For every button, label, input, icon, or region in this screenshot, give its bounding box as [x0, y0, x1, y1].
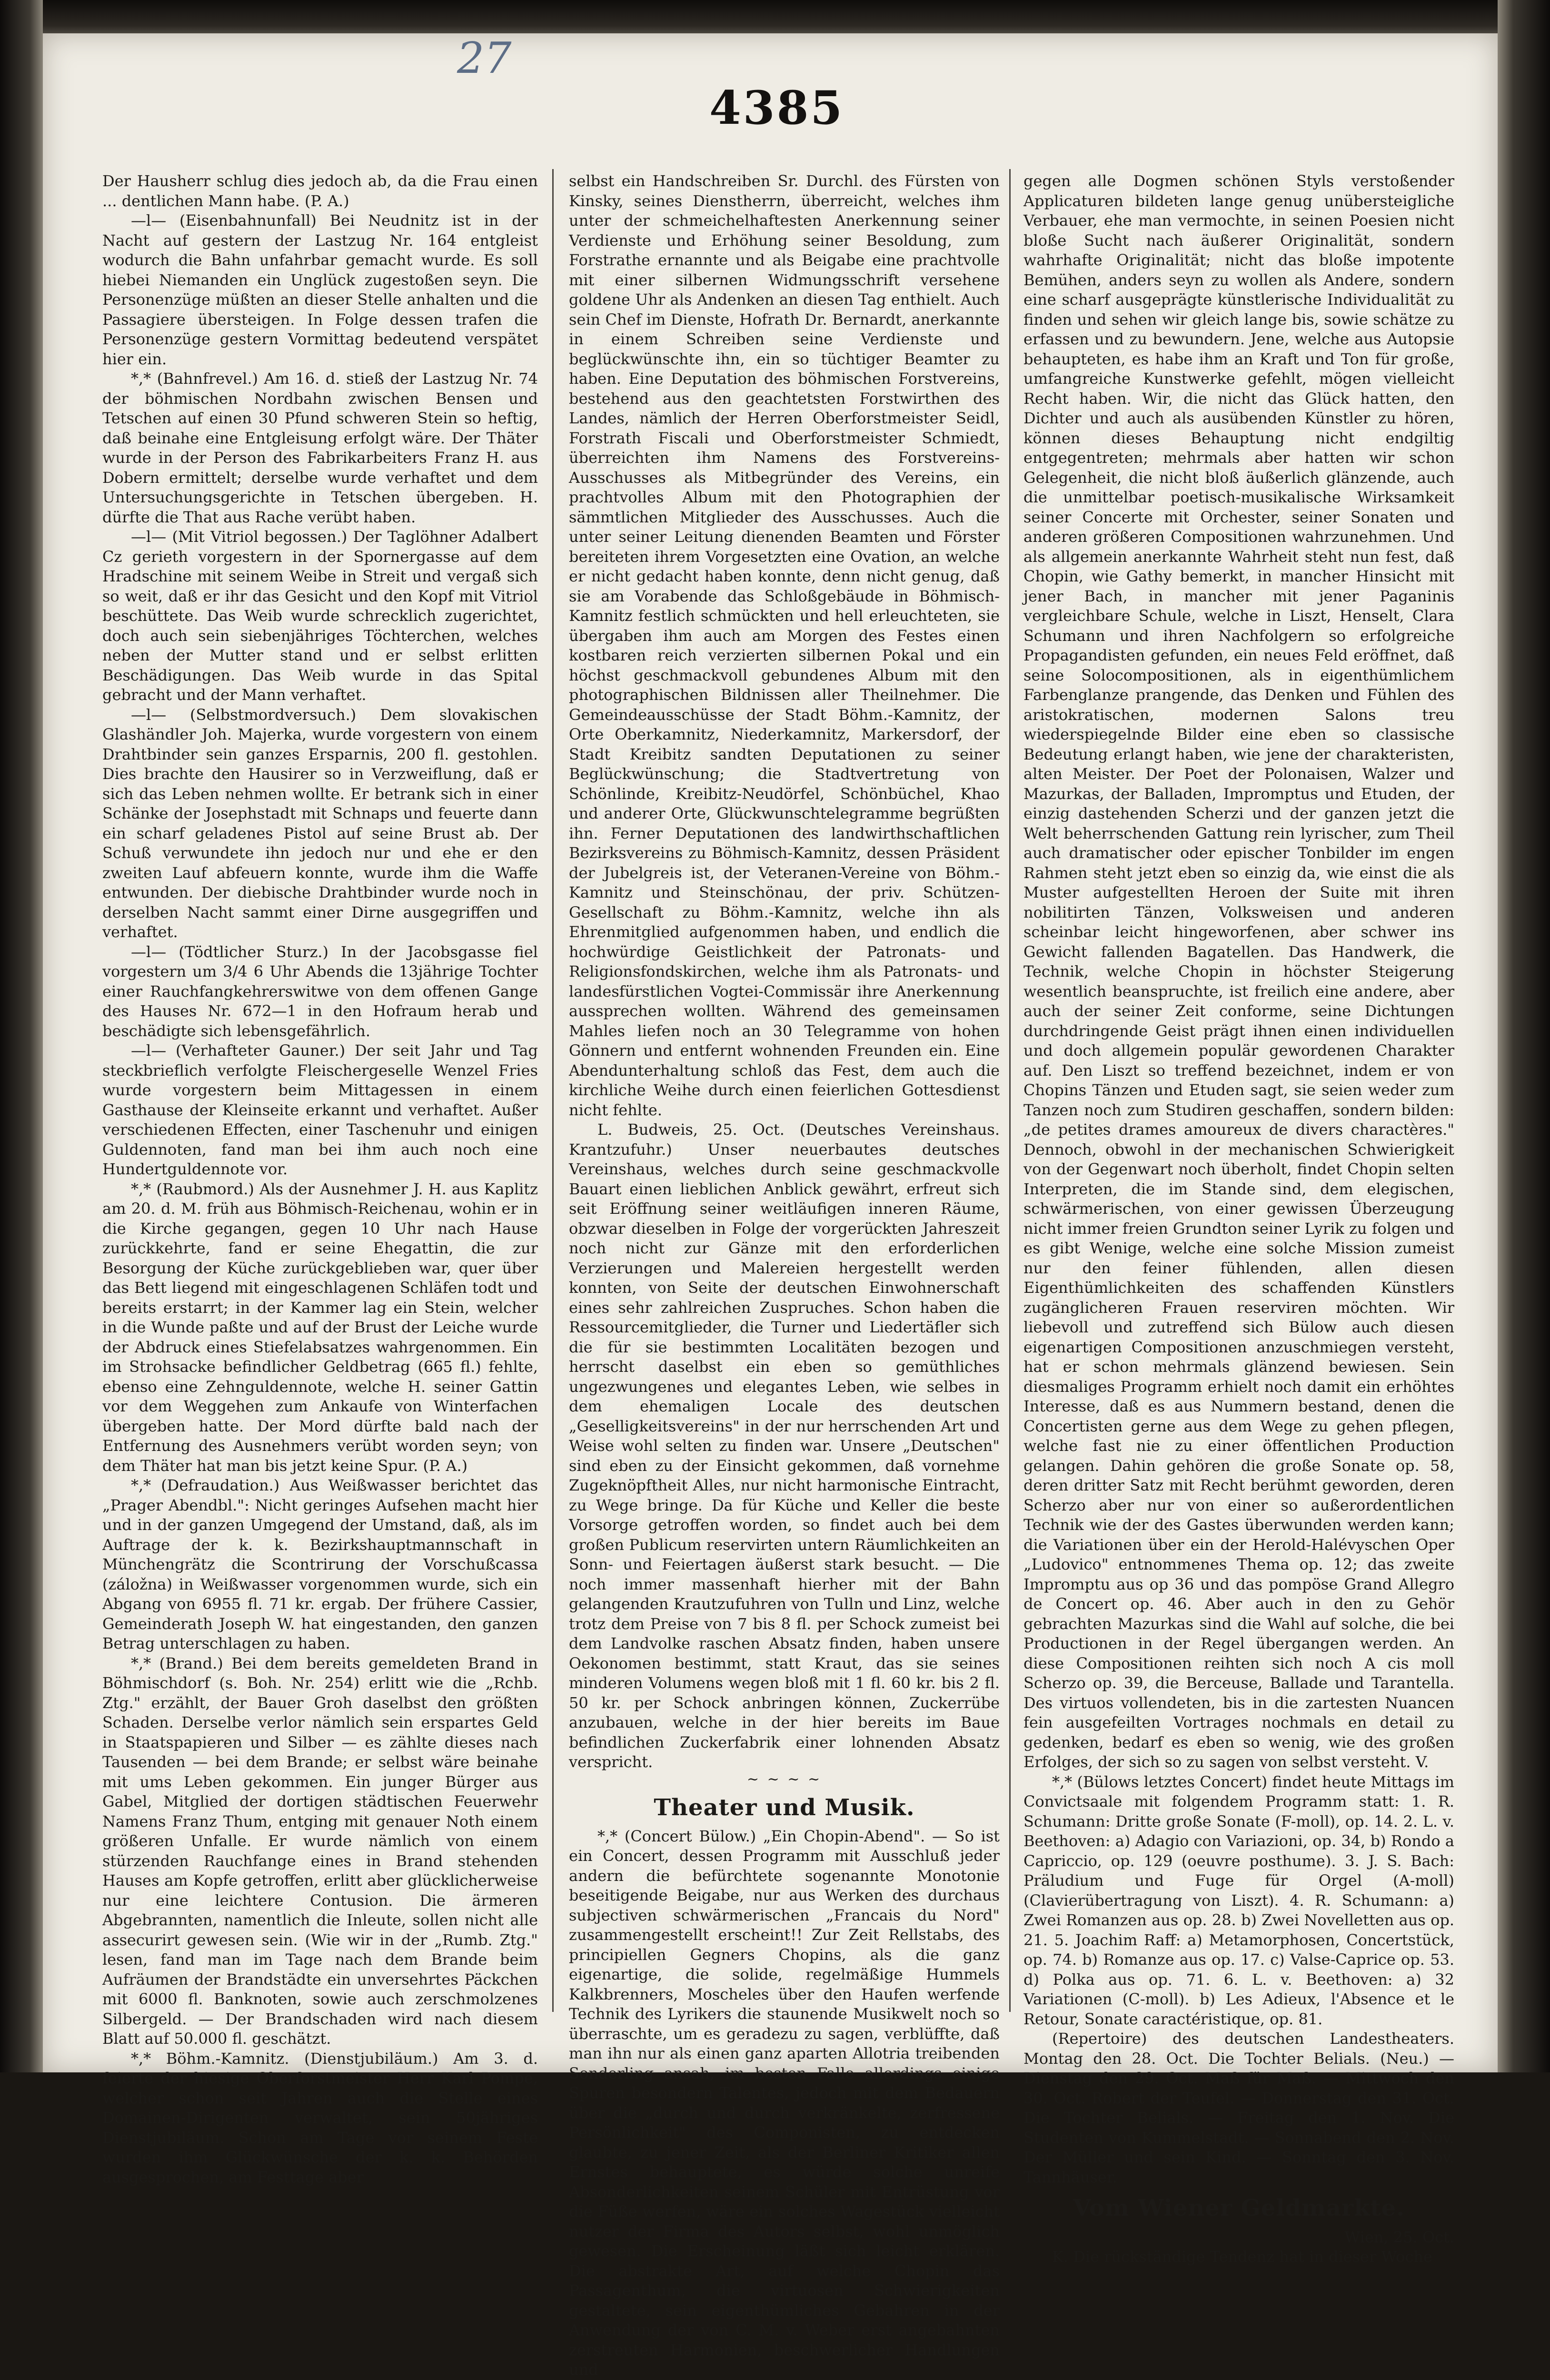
- news-paragraph: *,* (Defraudation.) Aus Weißwasser berichtet das „Prager Abendbl.": Nicht geringes Aufsehen macht hier und in der ganzen Umgegend der Umstand, daß, als im Auftrage der k. k. Bezirkshauptmannschaft in Münchengrätz die Scontrirung der Vorschußcassa (záložna) in Weißwasser vorgenommen wurde, sich ein Abgang von 6955 fl. 71 kr. ergab. Der frühere Cassier, Gemeinderath Joseph W. hat eingestanden, den ganzen Betrag unterschlagen zu haben.: [102, 1476, 538, 1652]
- news-paragraph: —l— (Mit Vitriol begossen.) Der Taglöhner Adalbert Cz gerieth vorgestern in der Spornergasse auf dem Hradschine mit seinem Weibe in Streit und vergaß sich so weit, daß er ihr das Gesicht und den Kopf mit Vitriol beschüttete. Das Weib wurde schrecklich zugerichtet, doch auch sein siebenjähriges Töchterchen, welches neben der Mutter stand und er selbst erlitten Beschädigungen. Das Weib wurde in das Spital gebracht und der Mann verhaftet.: [102, 528, 538, 704]
- news-paragraph: —l— (Eisenbahnunfall) Bei Neudnitz ist in der Nacht auf gestern der Lastzug Nr. 164 entgleist wodurch die Bahn unfahrbar gemacht wurde. Es soll hiebei Niemanden ein Unglück zugestoßen seyn. Die Personenzüge müßten an dieser Stelle anhalten und die Passagiere übersteigen. In Folge dessen trafen die Personenzüge gestern Vormittag bedeutend verspätet hier ein.: [102, 211, 538, 368]
- theater-paragraph: gegen alle Dogmen schönen Styls verstoßender Applicaturen bildeten lange genug unübersteigliche Verbauer, ehe man vermochte, in seinen Poesien nicht bloße Sucht nach äußerer Originalität, sondern wahrhafte Originalität; nicht das bloße impotente Bemühen, anders seyn zu wollen als Andere, sondern eine scharf ausgeprägte künstlerische Individualität zu finden und sehen wir gleich lange bis, sowie schätze zu erfassen und zu bewundern. Jene, welche aus Autopsie behaupteten, es habe ihm an Kraft und Ton für große, umfangreiche Kunstwerke gefehlt, mögen vielleicht Recht haben. Wir, die nicht das Glück hatten, den Dichter und auch als ausübenden Künstler zu hören, können dieses Behauptung nicht endgiltig entgegentreten; mehrmals aber hatten wir schon Gelegenheit, die nicht bloß äußerlich glänzende, auch die unmittelbar poetisch-musikalische Wirksamkeit seiner Concerte mit Orchester, seiner Sonaten und anderen größeren Compositionen wahrzunehmen. Und als allgemein anerkannte Wahrheit steht nun fest, daß Chopin, wie Gathy bemerkt, in mancher Hinsicht mit jener Bach, in mancher mit jener Paganinis vergleichbare Schule, welche in Liszt, Henselt, Clara Schumann und ihren Nachfolgern so erfolgreiche Propagandisten gefunden, ein neues Feld eröffnet, daß seine Solocompositionen, als in eigenthümlichem Farbenglanze prangende, das Denken und Fühlen des aristokratischen, modernen Salons treu wiederspiegelnde Bilder eine eben so classische Bedeutung erlangt haben, wie jene der charakteristen, alten Meister. Der Poet der Polonaisen, Walzer und Mazurkas, der Balladen, Impromptus und Etuden, der einzig dastehenden Scherzi und der ganzen jetzt die Welt beherrschenden Gattung rein lyrischer, zum Theil auch dramatischer oder epischer Tonbilder im engen Rahmen steht jetzt eben so einzig da, wie einst die als Muster aufgestellten Heroen der Suite mit ihren nobilitirten Tänzen, Volksweisen und anderen scheinbar leicht hingeworfenen, aber schwer ins Gewicht fallenden Bagatellen. Das Handwerk, die Technik, welche Chopin in höchster Steigerung wesentlich beanspruchte, ist freilich eine andere, aber auch der seiner Zeit conforme, seine Dichtungen durchdringende Geist prägt ihnen einen individuellen und doch allgemein populär gewordenen Charakter auf. Den Liszt so treffend bezeichnet, indem er von Chopins Tänzen und Etuden sagt, sie seien weder zum Tanzen noch zum Studiren geschaffen, sondern bilden: „de petites drames amoureux de divers charactères." Dennoch, obwohl in der mechanischen Schwierigkeit von der Gegenwart noch überholt, findet Chopin selten Interpreten, die im Stande sind, dem elegischen, schwärmerischen, von einer gewissen Überzeugung nicht immer freien Grundton seiner Lyrik zu folgen und es gibt Wenige, welche eine solche Mission zumeist nur den feiner fühlenden, allen diesen Eigenthümlichkeiten des schaffenden Künstlers zugänglicheren Frauen reserviren möchten. Wir liebevoll und zutreffend sich Bülow auch diesen eigenartigen Compositionen anzuschmiegen versteht, hat er schon mehrmals glänzend bewiesen. Sein diesmaliges Programm erhielt noch damit ein erhöhtes Interesse, daß es aus Nummern bestand, denen die Concertisten gerne aus dem Wege zu gehen pflegen, welche fast nie zu einer öffentlichen Production gelangen. Dahin gehören die große Sonate op. 58, deren dritter Satz mit Recht berühmt geworden, deren Scherzo aber nur von einer so außerordentlichen Technik wie der des Gastes überwunden werden kann; die Variationen über ein der Herold-Halévyschen Oper „Ludovico" entnommenes Thema op. 12; das zweite Impromptu aus op 36 und das pompöse Grand Allegro de Concert op. 46. Aber auch in den zu Gehör gebrachten Mazurkas sind die Wahl auf solche, die bei Productionen in der Regel übergangen werden. An diese Compositionen reihten sich noch A cis moll Scherzo op. 39, die Berceuse, Ballade und Tarantella. Des virtuos vollendeten, bis in die zartesten Nuancen fein ausgefeilten Vortrages nochmals en detail zu gedenken, bedarf es eben so wenig, wie des großen Erfolges, der sich so zu sagen von selbst versteht. V.: [1023, 172, 1454, 1771]
- news-paragraph: —l— (Verhafteter Gauner.) Der seit Jahr und Tag steckbrieflich verfolgte Fleischergeselle Wenzel Fries wurde vorgestern beim Mittagessen in einem Gasthause der Kleinseite erkannt und verhaftet. Außer verschiedenen Effecten, einer Taschenuhr und einigen Guldennoten, fand man bei ihm auch noch eine Hundertguldennote vor.: [102, 1041, 538, 1178]
- column-right: [1023, 171, 1454, 2266]
- column-divider: [1009, 169, 1011, 2012]
- news-paragraph: *,* Böhm.-Kamnitz. (Dienstjubiläum.) Am 3. d. feierte der hiesige Oberforstmeister Herr Karl Pompe, welcher schon seit Jahren auch die Stelle eines Domainen-Dirigenten verwaltet, sein 50jähriges Dienstjubiläum. Schon am Tage vor seinem Feste wurden ihm Glückwünsche der k. k. Behörden ausgesprochen, am Festtage aber: [102, 2049, 538, 2186]
- news-paragraph: *,* (Bahnfrevel.) Am 16. d. stieß der Lastzug Nr. 74 der böhmischen Nordbahn zwischen Bensen und Tetschen auf einen 30 Pfund schweren Stein so heftig, daß beinahe eine Entgleisung erfolgt wäre. Der Thäter wurde in der Person des Fabrikarbeiters Franz H. aus Dobern ermittelt; derselbe wurde verhaftet und dem Untersuchungsgerichte in Tetschen übergeben. H. dürfte die That aus Rache verübt haben.: [102, 370, 538, 526]
- column-left: [102, 171, 538, 2186]
- news-paragraph: L. Budweis, 25. Oct. (Deutsches Vereinshaus. Krantzufuhr.) Unser neuerbautes deutsches Vereinshaus, welches durch seine geschmackvolle Bauart einen lieblichen Anblick gewährt, erfreut sich seit Eröffnung seiner weitläufigen inneren Räume, obzwar dieselben in Folge der vorgerückten Jahreszeit noch nicht zur Gänze mit den erforderlichen Verzierungen und Malereien hergestellt werden konnten, von Seite der deutschen Einwohnerschaft eines sehr zahlreichen Zuspruches. Schon haben die Ressourcemitglieder, die Turner und Liedertäfler sich die für sie bestimmten Localitäten bezogen und herrscht daselbst ein eben so gemüthliches ungezwungenes und elegantes Leben, wie selbes in dem ehemaligen Locale des deutschen „Geselligkeitsvereins" in der nur herrschenden Art und Weise wohl selten zu finden war. Unsere „Deutschen" sind eben zu der Einsicht gekommen, daß vornehme Zugeknöpftheit Alles, nur nicht harmonische Eintracht, zu Wege bringe. Da für Küche und Keller die beste Vorsorge getroffen worden, so findet auch bei dem großen Publicum reservirten untern Räumlichkeiten an Sonn- und Feiertagen äußerst stark besucht. — Die noch immer massenhaft hierher mit der Bahn gelangenden Krautzufuhren von Tulln und Linz, welche trotz dem Preise von 7 bis 8 fl. per Schock zumeist bei dem Landvolke raschen Absatz finden, haben unsere Oekonomen bestimmt, statt Kraut, das sie seines minderen Volumens wegen bloß mit 1 fl. 60 kr. bis 2 fl. 50 kr. per Schock anbringen können, Zuckerrübe anzubauen, welche in der hier bereits im Baue befindlichen Zuckerfabrik einer lohnenden Absatz verspricht.: [569, 1120, 1000, 1771]
- section-heading-geldmarkt: Vom Wiener Geldmarkte.: [1073, 2195, 1405, 2221]
- news-paragraph: *,* (Raubmord.) Als der Ausnehmer J. H. aus Kaplitz am 20. d. M. früh aus Böhmisch-Reichenau, wohin er in die Kirche gegangen, gegen 10 Uhr nach Hause zurückkehrte, fand er seine Ehegattin, die zur Besorgung der Küche zurückgeblieben war, quer über das Bett liegend mit eingeschlagenen Schläfen todt und bereits erstarrt; in der Kammer lag ein Stein, welcher in die Wunde paßte und auf der Brust der Leiche wurde der Abdruck eines Stiefelabsatzes wahrgenommen. Ein im Strohsacke befindlicher Geldbetrag (665 fl.) fehlte, ebenso eine Zehnguldennote, welche H. seiner Gattin vor dem Weggehen zum Ankaufe von Winterfachen übergeben hatte. Der Mord dürfte bald nach der Entfernung des Ausnehmers verübt worden seyn; von dem Thäter hat man bis jetzt keine Spur. (P. A.): [102, 1180, 538, 1475]
- dateline: Wien, 25. Oct.: [1344, 2228, 1454, 2246]
- column-divider: [552, 169, 554, 2012]
- repertoire-paragraph: (Repertoire) des deutschen Landestheaters. Montag den 28. Oct. Die Tochter Belials. (Neu.) — Dienstag den 29. Oct. Maß für Maß. — Mittwoch den 30. Oct. Robert der Teufel. — Donnerstag den 31. Oct. Die Tochter Belials. — Freitag den 1. Nov. Die Studenten von Kummelstadt. — Sonnabend den 2. Nov. Der Müller und sein Kind. — Sonntag den 3. Nov. Tannhäuser.: [1023, 2030, 1454, 2186]
- news-paragraph: Der Hausherr schlug dies jedoch ab, da die Frau einen ... dentlichen Mann habe. (P. A.): [102, 172, 538, 210]
- column-middle: [569, 171, 1000, 2379]
- handwritten-note: 27: [457, 33, 512, 83]
- section-ornament: ~ ~ ~ ~: [746, 1770, 822, 1788]
- news-paragraph: —l— (Tödtlicher Sturz.) In der Jacobsgasse fiel vorgestern um 3/4 6 Uhr Abends die 13jährige Tochter einer Rauchfangkehrerswitwe von dem offenen Gange des Hauses Nr. 672—1 in den Hofraum herab und beschädigte sich lebensgefährlich.: [102, 942, 538, 1040]
- news-paragraph: —l— (Selbstmordversuch.) Dem slovakischen Glashändler Joh. Majerka, wurde vorgestern von einem Drahtbinder sein ganzes Ersparnis, 200 fl. gestohlen. Dies brachte den Hausirer so in Verzweiflung, daß er sich das Leben nehmen wollte. Er betrank sich in einer Schänke der Josephstadt mit Schnaps und feuerte dann ein scharf geladenes Pistol auf seine Brust ab. Der Schuß verwundete ihn jedoch nur und ehe er den zweiten Lauf abfeuern konnte, wurde ihm die Waffe entwunden. Der diebische Drahtbinder wurde noch in derselben Nacht sammt einer Dirne ausgegriffen und verhaftet.: [102, 705, 538, 941]
- news-paragraph: *,* (Brand.) Bei dem bereits gemeldeten Brand in Böhmischdorf (s. Boh. Nr. 254) erlitt wie die „Rchb. Ztg." erzählt, der Bauer Groh daselbst den größten Schaden. Derselbe verlor nämlich sein erspartes Geld in Staatspapieren und Silber — es zählte dieses nach Tausenden — bei dem Brande; er selbst wäre beinahe mit ums Leben gekommen. Ein junger Bürger aus Gabel, Mitglied der dortigen städtischen Feuerwehr Namens Franz Thum, entging mit genauer Noth einem größeren Unfalle. Er wurde nämlich von einem stürzenden Rauchfange eines in Brand stehenden Hauses am Kopfe getroffen, erlitt aber glücklicherweise nur eine leichtere Contusion. Die ärmeren Abgebrannten, namentlich die Inleute, sollen nicht alle assecurirt gewesen sein. (Wie wir in der „Rumb. Ztg." lesen, fand man im Tage nach dem Brande beim Aufräumen der Brandstädte ein unversehrtes Päckchen mit 6000 fl. Banknoten, sowie auch zerschmolzenes Silbergeld. — Der Brandschaden wird nach diesem Blatt auf 50.000 fl. geschätzt.: [102, 1654, 538, 2048]
- scan-border-left: [0, 0, 43, 2072]
- section-heading-theater: Theater und Musik.: [654, 1794, 915, 1821]
- theater-paragraph: *,* (Concert Bülow.) „Ein Chopin-Abend". — So ist ein Concert, dessen Programm mit Ausschluß jeder andern die befürchtete sogenannte Monotonie beseitigende Beigabe, nur aus Werken des durchaus subjectiven schwärmerischen „Francais du Nord" zusammengestellt erscheint!! Zur Zeit Rellstabs, des principiellen Gegners Chopins, als die ganz eigenartige, die solide, regelmäßige Hummels Kalkbrenners, Moscheles über den Haufen werfende Technik des Lyrikers die staunende Musikwelt noch so überraschte, um es geradezu zu sagen, verblüffte, daß man ihn nur als einen ganz aparten Allotria treibenden Sonderling ansah, im besten Falle allerdings einige Spuren besondern Talentes, jedoch mit dem Bedauern über die „durch und durch verkränkelte, zerfressene Persönlichkeit" des Componisten, zu entdecken glaubte, zu jener Zeit, als der Berliner Kritiker allen Ernstes behauptete, es würde solche unreife Absonderlichkeiten seinem Schüler mit Entrüstung vor die Füße werfen, wäre ein solches Wagestück vielleicht nutzer der Firma des Autors selbst, wohl unmöglich gewesen. Die Erscheinung läßt sich leicht erklären. Die abstrakte Art, auf welche Chopin das Passagenthum, die virtuosen Schwierigkeiten gestaltete, sein eigenthümliches Gebahren in der Anwendung der von C. M. v. Weber erst angebahnten zerstreuten Harmonien, beschwerlicher Handlungen und: [569, 1827, 1000, 2379]
- news-paragraph: selbst ein Handschreiben Sr. Durchl. des Fürsten von Kinsky, seines Dienstherrn, überreicht, welches ihm unter der schmeichelhaftesten Anerkennung seiner Verdienste und Erhöhung seiner Besoldung, zum Forstrathe ernannte und als Beigabe eine prachtvolle mit einer silbernen Widmungsschrift versehene goldene Uhr als Andenken an diesen Tag enthielt. Auch sein Chef im Dienste, Hofrath Dr. Bernardt, anerkannte in einem Schreiben seine Verdienste und beglückwünschte ihn, ein so tüchtiger Beamter zu haben. Eine Deputation des böhmischen Forstvereins, bestehend aus den geachtetsten Forstwirthen des Landes, nämlich der Herren Oberforstmeister Seidl, Forstrath Fiscali und Oberforstmeister Schmiedt, überreichten ihm Namens des Forstvereins-Ausschusses als Mitbegründer des Vereins, ein prachtvolles Album mit den Photographien der sämmtlichen Mitglieder des Ausschusses. Auch die unter seiner Leitung dienenden Beamten und Förster bereiteten ihrem Vorgesetzten eine Ovation, an welche er nicht gedacht haben konnte, denn nicht genug, daß sie am Vorabende das Schloßgebäude in Böhmisch-Kamnitz festlich schmückten und hell erleuchteten, sie übergaben ihm auch am Morgen des Festes einen kostbaren reich verzierten silbernen Pokal und ein höchst geschmackvoll gebundenes Album mit den photographischen Bildnissen aller Theilnehmer. Die Gemeindeausschüsse der Stadt Böhm.-Kamnitz, der Orte Oberkamnitz, Niederkamnitz, Markersdorf, der Stadt Kreibitz sandten Deputationen zu seiner Beglückwünschung; die Stadtvertretung von Schönlinde, Kreibitz-Neudörfel, Schönbüchel, Khao und anderer Orte, Glückwunschtelegramme begrüßten ihn. Ferner Deputationen des landwirthschaftlichen Bezirksvereins zu Böhmisch-Kamnitz, dessen Präsident der Jubelgreis ist, der Veteranen-Vereine von Böhm.-Kamnitz und Steinschönau, der priv. Schützen-Gesellschaft zu Böhm.-Kamnitz, welche ihn als Ehrenmitglied aufgenommen haben, und endlich die hochwürdige Geistlichkeit der Patronats- und Religionsfondskirchen, welche ihm als Patronats- und landesfürstlichen Vogtei-Commissär ihre Anerkennung aussprechen wollten. Während des gemeinsamen Mahles liefen noch an 30 Telegramme von hohen Gönnern und entfernt wohnenden Freunden ein. Eine Abendunterhaltung schloß das Fest, dem auch die kirchliche Weihe durch einen feierlichen Gottesdienst nicht fehlte.: [569, 172, 1000, 1119]
- concert-program-paragraph: *,* (Bülows letztes Concert) findet heute Mittags im Convictsaale mit folgendem Programm statt: 1. R. Schumann: Dritte große Sonate (F-moll), op. 14. 2. L. v. Beethoven: a) Adagio con Variazioni, op. 34, b) Rondo a Capriccio, op. 129 (oeuvre posthume). 3. J. S. Bach: Präludium und Fuge für Orgel (A-moll) (Clavierübertragung von Liszt). 4. R. Schumann: a) Zwei Romanzen aus op. 28. b) Zwei Novelletten aus op. 21. 5. Joachim Raff: a) Metamorphosen, Concertstück, op. 74. b) Romanze aus op. 17. c) Valse-Caprice op. 53. d) Polka aus op. 71. 6. L. v. Beethoven: a) 32 Variationen (C-moll). b) Les Adieux, l'Absence et le Retour, Sonate caractéristique, op. 81.: [1023, 1772, 1454, 2028]
- market-paragraph: K. Die rückständige Tendenz hat in dieser Woche: [1052, 2248, 1432, 2266]
- page-number: 4385: [709, 81, 845, 135]
- scan-border-right: [1498, 0, 1550, 2072]
